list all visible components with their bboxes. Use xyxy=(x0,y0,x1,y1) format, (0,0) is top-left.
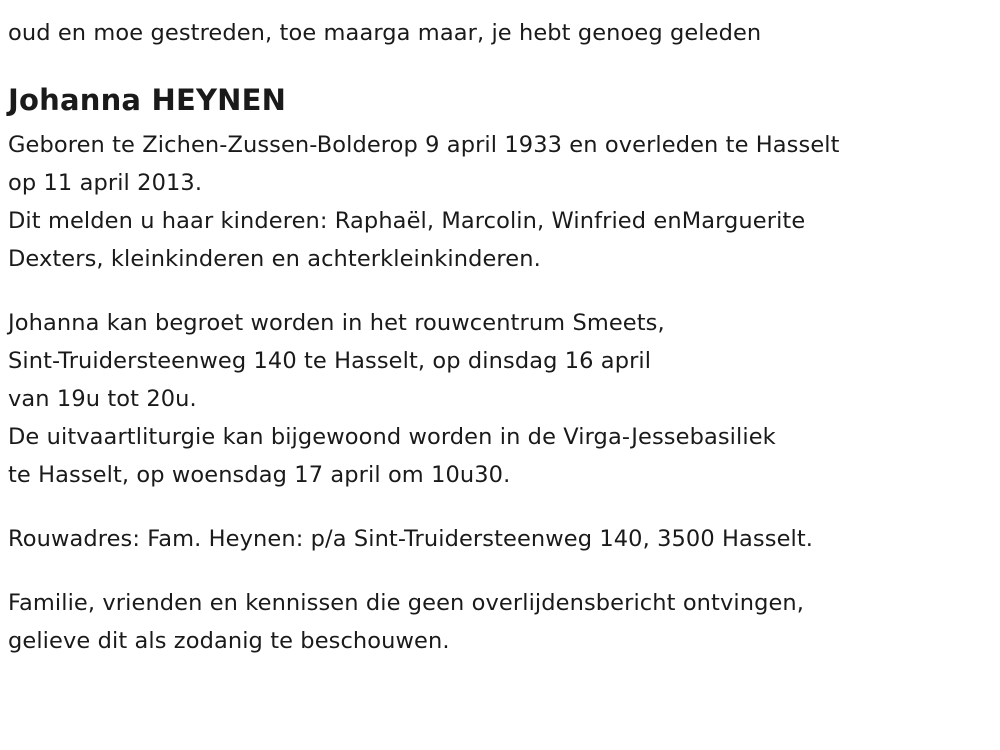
mourning-address: Rouwadres: Fam. Heynen: p/a Sint-Truidersteenweg 140, 3500 Hasselt. xyxy=(8,526,814,552)
birth-death-line-2: op 11 april 2013. xyxy=(8,170,203,196)
closing-line-1: Familie, vrienden en kennissen die geen overlijdensbericht ontvingen, xyxy=(8,590,805,616)
service-line-1: De uitvaartliturgie kan bijgewoond worden in de Virga-Jessebasiliek xyxy=(8,424,776,450)
visitation-line-2: Sint-Truidersteenweg 140 te Hasselt, op dinsdag 16 april xyxy=(8,348,652,374)
spacer-before-address xyxy=(8,494,978,520)
visitation-block xyxy=(8,304,978,418)
service-block xyxy=(8,418,978,494)
birth-death-block xyxy=(8,126,978,202)
opening-line: oud en moe gestreden, toe maarga maar, je hebt genoeg geleden xyxy=(8,20,762,46)
closing-block xyxy=(8,584,978,660)
spacer-before-closing xyxy=(8,558,978,584)
announced-by-block xyxy=(8,202,978,278)
service-line-2: te Hasselt, op woensdag 17 april om 10u30. xyxy=(8,462,511,488)
visitation-line-1: Johanna kan begroet worden in het rouwcentrum Smeets, xyxy=(8,310,665,336)
closing-line-2: gelieve dit als zodanig te beschouwen. xyxy=(8,628,450,654)
deceased-name: Johanna HEYNEN xyxy=(8,83,287,117)
announced-by-line-2: Dexters, kleinkinderen en achterkleinkinderen. xyxy=(8,246,541,272)
visitation-line-3: van 19u tot 20u. xyxy=(8,386,197,412)
spacer-after-announcement xyxy=(8,278,978,304)
birth-death-line-1: Geboren te Zichen-Zussen-Bolderop 9 april 1933 en overleden te Hasselt xyxy=(8,132,840,158)
announced-by-line-1: Dit melden u haar kinderen: Raphaël, Marcolin, Winfried enMarguerite xyxy=(8,208,806,234)
